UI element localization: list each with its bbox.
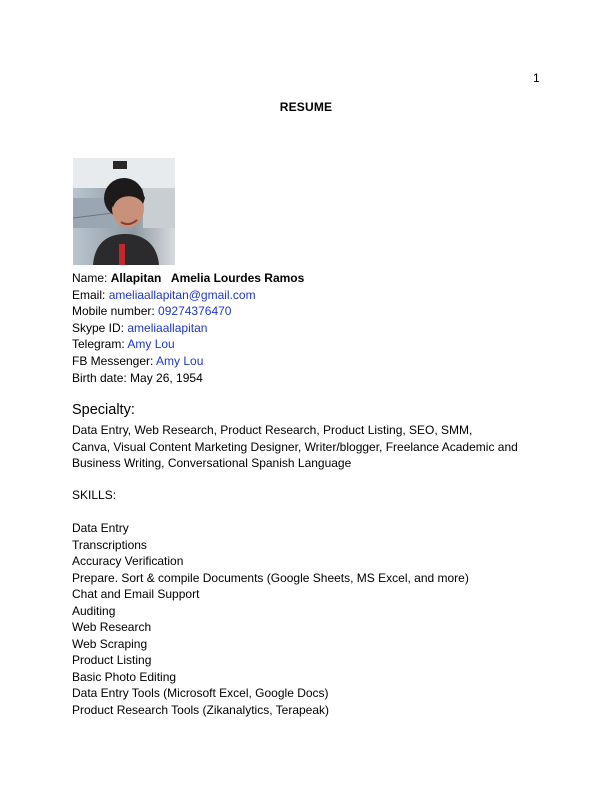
contact-mobile xyxy=(72,303,231,319)
fb-link[interactable]: Amy Lou xyxy=(156,354,204,368)
skill-item: Transcriptions xyxy=(72,537,147,552)
skill-item: Product Listing xyxy=(72,653,152,668)
skill-item: Auditing xyxy=(72,603,116,618)
birth-value: May 26, 1954 xyxy=(130,371,203,385)
skill-item: Web Research xyxy=(72,620,152,635)
email-label: Email: xyxy=(72,288,109,302)
mobile-link[interactable]: 09274376470 xyxy=(158,304,232,318)
skill-item: Basic Photo Editing xyxy=(72,669,177,684)
skill-item: Data Entry Tools (Microsoft Excel, Google Docs) xyxy=(72,686,329,701)
contact-birth-date xyxy=(72,370,203,386)
skill-item: Prepare. Sort & compile Documents (Google Sheets, MS Excel, and more) xyxy=(72,570,469,585)
specialty-heading: Specialty: xyxy=(72,402,135,418)
birth-label: Birth date: xyxy=(72,371,131,385)
specialty-line: Business Writing, Conversational Spanish Language xyxy=(72,456,352,471)
skype-label: Skype ID: xyxy=(72,321,128,335)
contact-skype xyxy=(72,320,207,336)
skill-item: Accuracy Verification xyxy=(72,554,184,569)
skill-item: Data Entry xyxy=(72,521,129,535)
specialty-line: Data Entry, Web Research, Product Research, Product Listing, SEO, SMM, xyxy=(72,423,473,437)
email-link[interactable]: ameliaallapitan@gmail.com xyxy=(108,288,256,302)
skill-item: Web Scraping xyxy=(72,636,148,651)
contact-telegram xyxy=(72,336,175,352)
skills-heading: SKILLS: xyxy=(72,488,117,502)
specialty-line: Canva, Visual Content Marketing Designer, Writer/blogger, Freelance Academic and xyxy=(72,439,518,454)
contact-email xyxy=(72,287,256,303)
fb-label: FB Messenger: xyxy=(72,354,157,368)
skills-list xyxy=(72,520,469,719)
name-label: Name: xyxy=(72,271,111,285)
telegram-link[interactable]: Amy Lou xyxy=(127,337,175,351)
skill-item: Chat and Email Support xyxy=(72,587,200,602)
telegram-label: Telegram: xyxy=(72,337,128,351)
contact-name xyxy=(72,270,304,286)
mobile-label: Mobile number: xyxy=(72,304,159,318)
page-title: RESUME xyxy=(279,100,333,114)
profile-photo xyxy=(73,158,175,265)
contact-fb-messenger xyxy=(72,353,203,369)
skill-item: Product Research Tools (Zikanalytics, Terapeak) xyxy=(72,703,330,718)
skype-link[interactable]: ameliaallapitan xyxy=(127,321,208,335)
specialty-text xyxy=(72,422,542,472)
page-number: 1 xyxy=(533,71,540,85)
name-value: Allapitan Amelia Lourdes Ramos xyxy=(110,271,305,285)
